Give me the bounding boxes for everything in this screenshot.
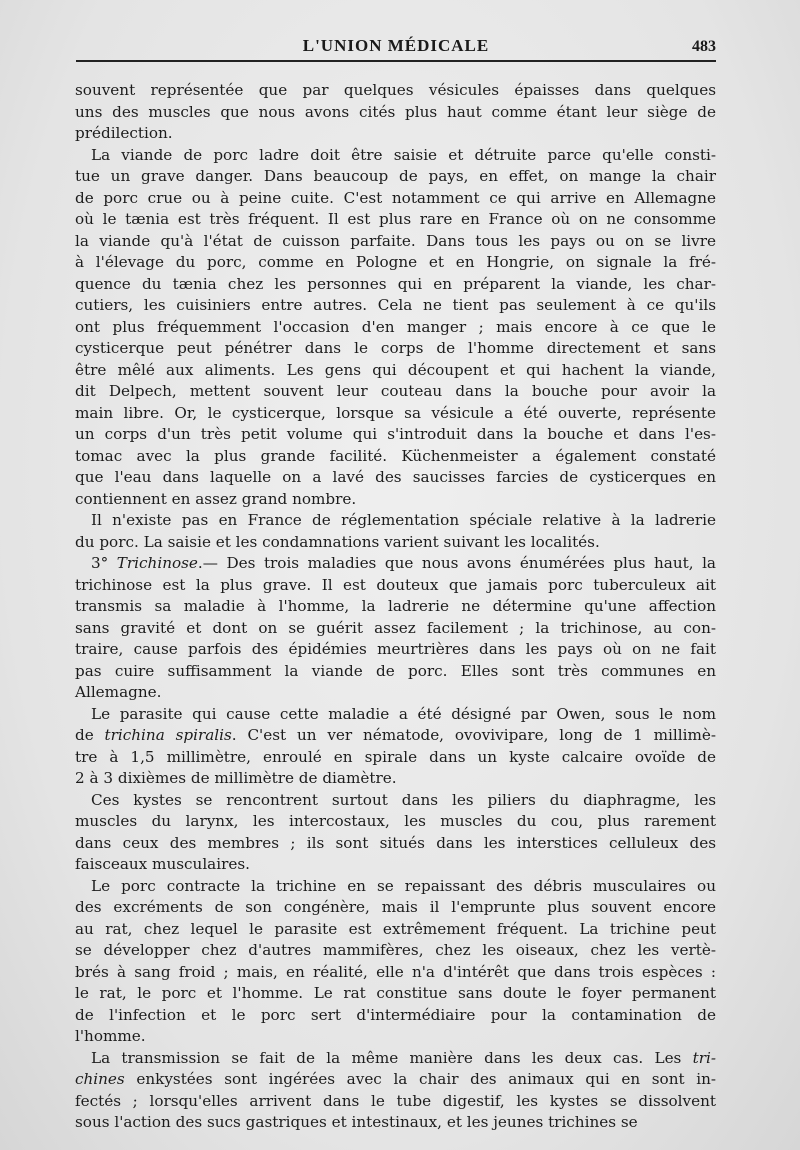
text-line <box>75 231 716 253</box>
body-text <box>75 80 716 1134</box>
text-line <box>75 510 716 532</box>
text-line <box>75 725 716 747</box>
italic-text: trichina spiralis <box>104 726 232 744</box>
text-line <box>75 80 716 102</box>
text-line <box>75 123 716 145</box>
text-run: muscles du larynx, les intercostaux, les muscles du cou, plus rarement <box>75 812 716 830</box>
text-line <box>75 1069 716 1091</box>
text-run: de l'infection et le porc sert d'intermédiaire pour la contamination de <box>75 1005 716 1024</box>
text-line <box>75 682 716 704</box>
text-line <box>75 1005 716 1027</box>
text-line <box>75 446 716 468</box>
text-line <box>75 854 716 876</box>
text-line <box>75 403 716 425</box>
text-run: Ces kystes se rencontrent surtout dans les piliers du diaphragme, les <box>91 790 716 809</box>
text-run: Il n'existe pas en France de réglementation spéciale relative à la ladrerie <box>91 511 716 529</box>
text-run: 3° <box>91 554 117 572</box>
text-line <box>75 661 716 683</box>
text-run: la viande qu'à l'état de cuisson parfaite. Dans tous les pays ou on se livre <box>75 231 716 250</box>
text-line <box>75 532 716 554</box>
text-run: souvent représentée que par quelques vésicules épaisses dans quelques <box>75 81 716 99</box>
text-line <box>75 295 716 317</box>
paragraph <box>75 876 716 1048</box>
text-line <box>75 919 716 941</box>
text-line <box>75 274 716 296</box>
text-run: Le parasite qui cause cette maladie a été désigné par Owen, sous le nom <box>91 704 716 723</box>
text-run: . C'est un ver nématode, ovovivipare, long de 1 millimè- <box>231 726 716 744</box>
text-line <box>75 381 716 403</box>
text-run: le rat, le porc et l'homme. Le rat constitue sans doute le foyer permanent <box>75 984 716 1002</box>
text-line <box>75 209 716 231</box>
text-line <box>75 897 716 919</box>
text-run: contiennent en assez grand nombre. <box>75 489 357 508</box>
paragraph <box>75 553 716 704</box>
text-run: quence du tænia chez les personnes qui en préparent la viande, les char- <box>75 274 716 293</box>
text-line <box>75 596 716 618</box>
text-run: La viande de porc ladre doit être saisie et détruite parce qu'elle consti- <box>91 145 716 164</box>
text-line <box>75 833 716 855</box>
text-line <box>75 811 716 833</box>
text-line <box>75 618 716 640</box>
text-run: sous l'action des sucs gastriques et intestinaux, et les jeunes trichines se <box>75 1113 638 1131</box>
text-run: du porc. La saisie et les condamnations varient suivant les localités. <box>75 532 600 551</box>
text-run: 2 à 3 dixièmes de millimètre de diamètre. <box>75 769 397 787</box>
paragraph <box>75 80 716 145</box>
text-run: tre à 1,5 millimètre, enroulé en spirale dans un kyste calcaire ovoïde de <box>75 747 716 766</box>
text-line <box>75 166 716 188</box>
text-run: pas cuire suffisamment la viande de porc. Elles sont très communes en <box>75 661 716 680</box>
text-run: traire, cause parfois des épidémies meurtrières dans les pays où on ne fait <box>75 640 716 658</box>
text-run: transmis sa maladie à l'homme, la ladrerie ne détermine qu'une affection <box>75 597 716 615</box>
text-run: dans ceux des membres ; ils sont situés dans les interstices celluleux des <box>75 833 716 852</box>
text-line <box>75 940 716 962</box>
paragraph <box>75 1048 716 1134</box>
text-line <box>75 467 716 489</box>
text-line <box>75 790 716 812</box>
page-number: 483 <box>692 38 716 55</box>
text-run: brés à sang froid ; mais, en réalité, elle n'a d'intérêt que dans trois espèces : <box>75 962 716 981</box>
text-run: ont plus fréquemment l'occasion d'en manger ; mais encore à ce que le <box>75 317 716 336</box>
text-line <box>75 317 716 339</box>
text-run: faisceaux musculaires. <box>75 855 250 873</box>
text-run: être mêlé aux aliments. Les gens qui découpent et qui hachent la viande, <box>75 360 716 379</box>
text-line <box>75 424 716 446</box>
text-run: de <box>75 726 105 744</box>
page-header <box>76 34 716 62</box>
text-line <box>75 747 716 769</box>
paragraph <box>75 790 716 876</box>
text-line <box>75 252 716 274</box>
paragraph <box>75 704 716 790</box>
text-line <box>75 188 716 210</box>
italic-text: chines <box>75 1070 125 1088</box>
text-run: des excréments de son congénère, mais il l'emprunte plus souvent encore <box>75 898 716 916</box>
text-line <box>75 145 716 167</box>
text-line <box>75 876 716 898</box>
text-run: Le porc contracte la trichine en se repaissant des débris musculaires ou <box>91 876 716 895</box>
text-run: .— Des trois maladies que nous avons énumérées plus haut, la <box>197 554 716 572</box>
text-run: au rat, chez lequel le parasite est extrêmement fréquent. La trichine peut <box>75 919 716 938</box>
text-line <box>75 1112 716 1134</box>
text-run: prédilection. <box>75 124 173 142</box>
text-line <box>75 338 716 360</box>
paragraph <box>75 145 716 511</box>
paragraph <box>75 510 716 553</box>
text-line <box>75 768 716 790</box>
text-run: de porc crue ou à peine cuite. C'est notamment ce qui arrive en Allemagne <box>75 188 716 207</box>
text-run: La transmission se fait de la même manière dans les deux cas. Les <box>91 1048 693 1067</box>
text-run: cysticerque peut pénétrer dans le corps de l'homme directement et sans <box>75 339 716 357</box>
text-run: tomac avec la plus grande facilité. Küchenmeister a également constaté <box>75 446 716 465</box>
text-run: cutiers, les cuisiniers entre autres. Cela ne tient pas seulement à ce qu'ils <box>75 296 716 314</box>
text-run: où le tænia est très fréquent. Il est plus rare en France où on ne consomme <box>75 210 716 228</box>
text-run: fectés ; lorsqu'elles arrivent dans le tube digestif, les kystes se dissolvent <box>75 1091 716 1110</box>
text-run: à l'élevage du porc, comme en Pologne et en Hongrie, on signale la fré- <box>75 253 716 271</box>
text-run: que l'eau dans laquelle on a lavé des saucisses farcies de cysticerques en <box>75 468 716 486</box>
italic-text: Trichinose <box>116 554 198 572</box>
text-line <box>75 983 716 1005</box>
text-run: Allemagne. <box>75 683 162 701</box>
running-title: L'UNION MÉDICALE <box>302 36 490 55</box>
text-run: un corps d'un très petit volume qui s'introduit dans la bouche et dans l'es- <box>75 425 716 443</box>
text-run: tue un grave danger. Dans beaucoup de pays, en effet, on mange la chair <box>75 167 716 185</box>
text-line <box>75 962 716 984</box>
text-run: enkystées sont ingérées avec la chair des animaux qui en sont in- <box>124 1070 716 1088</box>
text-line <box>75 553 716 575</box>
text-line <box>75 102 716 124</box>
text-run: se développer chez d'autres mammifères, chez les oiseaux, chez les vertè- <box>75 941 716 959</box>
text-run: main libre. Or, le cysticerque, lorsque sa vésicule a été ouverte, représente <box>75 403 716 422</box>
text-line <box>75 639 716 661</box>
text-line <box>75 360 716 382</box>
text-run: l'homme. <box>75 1027 146 1045</box>
text-line <box>75 489 716 511</box>
text-line <box>75 704 716 726</box>
text-line <box>75 1091 716 1113</box>
text-line <box>75 1026 716 1048</box>
text-run: sans gravité et dont on se guérit assez facilement ; la trichinose, au con- <box>75 618 716 637</box>
text-run: trichinose est la plus grave. Il est douteux que jamais porc tuberculeux ait <box>75 575 716 594</box>
text-line <box>75 575 716 597</box>
text-line <box>75 1048 716 1070</box>
text-run: dit Delpech, mettent souvent leur couteau dans la bouche pour avoir la <box>75 382 716 400</box>
italic-text: tri- <box>692 1048 716 1067</box>
text-run: uns des muscles que nous avons cités plus haut comme étant leur siège de <box>75 102 716 121</box>
